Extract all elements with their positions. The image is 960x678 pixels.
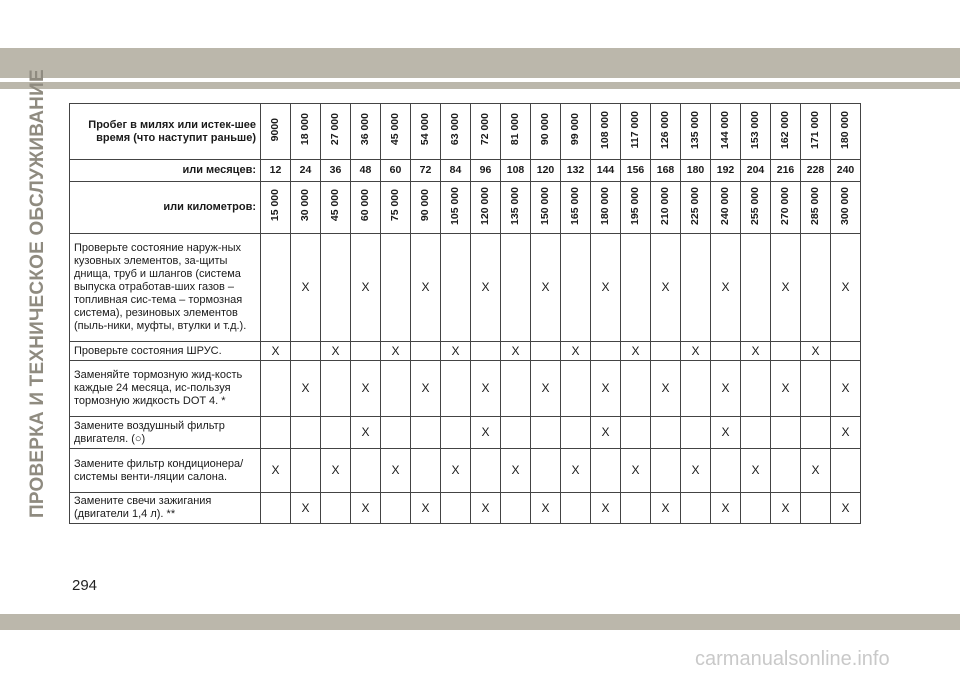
- months-interval-value: 240: [831, 160, 861, 182]
- service-mark-cell: X: [711, 234, 741, 342]
- service-mark-cell: X: [441, 342, 471, 361]
- km-interval-value: 90 000: [419, 189, 431, 222]
- service-mark-cell: X: [471, 361, 501, 417]
- km-interval-value: 75 000: [389, 189, 401, 222]
- service-mark-cell: X: [351, 361, 381, 417]
- km-interval-value: 15 000: [269, 189, 281, 222]
- service-mark-cell: [261, 493, 291, 524]
- service-mark-cell: X: [411, 493, 441, 524]
- header-km-label: или километров:: [70, 182, 261, 234]
- service-mark-cell: [741, 234, 771, 342]
- service-mark-cell: [591, 342, 621, 361]
- service-mark-cell: [681, 493, 711, 524]
- service-mark-cell: X: [321, 449, 351, 493]
- header-row-km: [70, 182, 861, 234]
- service-mark-cell: [771, 449, 801, 493]
- service-mark-cell: [561, 417, 591, 449]
- km-interval-value: 135 000: [509, 186, 521, 225]
- miles-interval-value: 144 000: [719, 110, 731, 149]
- service-mark-cell: X: [531, 493, 561, 524]
- months-interval-value: 204: [741, 160, 771, 182]
- service-mark-cell: [621, 493, 651, 524]
- service-mark-cell: [561, 493, 591, 524]
- miles-interval-value: 108 000: [599, 110, 611, 149]
- km-interval-cell: [771, 182, 801, 234]
- km-interval-cell: [321, 182, 351, 234]
- km-interval-cell: [711, 182, 741, 234]
- months-interval-value: 168: [651, 160, 681, 182]
- service-mark-cell: X: [531, 361, 561, 417]
- service-mark-cell: [501, 493, 531, 524]
- months-interval-value: 132: [561, 160, 591, 182]
- service-mark-cell: X: [801, 449, 831, 493]
- km-interval-cell: [561, 182, 591, 234]
- header-row-miles: [70, 104, 861, 160]
- service-mark-cell: [351, 449, 381, 493]
- header-row-months: [70, 160, 861, 182]
- miles-interval-cell: [681, 104, 711, 160]
- service-mark-cell: [381, 493, 411, 524]
- km-interval-value: 165 000: [569, 186, 581, 225]
- service-mark-cell: X: [531, 234, 561, 342]
- miles-interval-value: 54 000: [419, 113, 431, 146]
- service-mark-cell: [411, 417, 441, 449]
- km-interval-cell: [801, 182, 831, 234]
- km-interval-cell: [681, 182, 711, 234]
- bottom-decor-band: [0, 614, 960, 630]
- km-interval-cell: [291, 182, 321, 234]
- miles-interval-value: 63 000: [449, 113, 461, 146]
- service-mark-cell: X: [741, 342, 771, 361]
- header-miles-label: Пробег в милях или истек-шее время (что наступит раньше): [70, 104, 261, 160]
- service-mark-cell: [801, 234, 831, 342]
- km-interval-cell: [261, 182, 291, 234]
- km-interval-cell: [441, 182, 471, 234]
- service-mark-cell: X: [261, 342, 291, 361]
- miles-interval-value: 9000: [269, 117, 281, 142]
- service-mark-cell: [801, 417, 831, 449]
- km-interval-cell: [411, 182, 441, 234]
- service-mark-cell: X: [681, 449, 711, 493]
- service-mark-cell: X: [501, 449, 531, 493]
- service-mark-cell: [501, 417, 531, 449]
- km-interval-value: 180 000: [599, 186, 611, 225]
- service-mark-cell: [351, 342, 381, 361]
- service-mark-cell: X: [471, 493, 501, 524]
- service-mark-cell: X: [681, 342, 711, 361]
- service-item-label: Замените фильтр кондиционера/системы венти-ляции салона.: [70, 449, 261, 493]
- schedule-row: [70, 234, 861, 342]
- service-mark-cell: [621, 417, 651, 449]
- km-interval-value: 255 000: [749, 186, 761, 225]
- service-mark-cell: [741, 417, 771, 449]
- months-interval-value: 144: [591, 160, 621, 182]
- service-mark-cell: X: [561, 342, 591, 361]
- watermark-logo-text: carmanualsonline.info: [695, 648, 890, 670]
- service-mark-cell: X: [351, 234, 381, 342]
- service-mark-cell: [831, 342, 861, 361]
- service-mark-cell: [591, 449, 621, 493]
- miles-interval-value: 36 000: [359, 113, 371, 146]
- km-interval-value: 300 000: [839, 186, 851, 225]
- service-item-label: Проверьте состояние наруж-ных кузовных элементов, за-щиты днища, труб и шлангов (система выпуска отработав-ших газов – топливная сис-тема – тормозная система), резиновых элементов (пыль-ники, муфты, втулки и т.д.).: [70, 234, 261, 342]
- schedule-row: [70, 417, 861, 449]
- service-mark-cell: X: [471, 417, 501, 449]
- miles-interval-cell: [651, 104, 681, 160]
- months-interval-value: 228: [801, 160, 831, 182]
- service-mark-cell: [321, 361, 351, 417]
- service-mark-cell: [711, 449, 741, 493]
- service-mark-cell: X: [351, 493, 381, 524]
- miles-interval-value: 162 000: [779, 110, 791, 149]
- service-mark-cell: X: [591, 493, 621, 524]
- miles-interval-value: 27 000: [329, 113, 341, 146]
- km-interval-cell: [621, 182, 651, 234]
- km-interval-value: 150 000: [539, 186, 551, 225]
- service-mark-cell: X: [291, 361, 321, 417]
- service-mark-cell: X: [351, 417, 381, 449]
- service-mark-cell: X: [471, 234, 501, 342]
- miles-interval-cell: [801, 104, 831, 160]
- months-interval-value: 12: [261, 160, 291, 182]
- service-mark-cell: X: [501, 342, 531, 361]
- service-mark-cell: [531, 342, 561, 361]
- service-item-label: Замените свечи зажигания (двигатели 1,4 л). **: [70, 493, 261, 524]
- service-mark-cell: X: [711, 493, 741, 524]
- miles-interval-cell: [351, 104, 381, 160]
- service-mark-cell: [681, 417, 711, 449]
- miles-interval-cell: [261, 104, 291, 160]
- service-mark-cell: X: [441, 449, 471, 493]
- service-mark-cell: [711, 342, 741, 361]
- miles-interval-cell: [471, 104, 501, 160]
- months-interval-value: 48: [351, 160, 381, 182]
- km-interval-cell: [591, 182, 621, 234]
- months-interval-value: 180: [681, 160, 711, 182]
- service-mark-cell: X: [381, 342, 411, 361]
- service-mark-cell: [531, 417, 561, 449]
- service-mark-cell: [501, 361, 531, 417]
- service-mark-cell: X: [741, 449, 771, 493]
- service-mark-cell: [441, 361, 471, 417]
- km-interval-value: 60 000: [359, 189, 371, 222]
- service-mark-cell: [771, 342, 801, 361]
- service-mark-cell: [291, 342, 321, 361]
- schedule-row: [70, 449, 861, 493]
- service-mark-cell: [471, 449, 501, 493]
- service-mark-cell: X: [321, 342, 351, 361]
- service-mark-cell: [531, 449, 561, 493]
- service-mark-cell: [321, 493, 351, 524]
- service-mark-cell: [771, 417, 801, 449]
- schedule-row: [70, 342, 861, 361]
- maintenance-schedule-table: [69, 103, 861, 524]
- months-interval-value: 84: [441, 160, 471, 182]
- service-mark-cell: X: [831, 234, 861, 342]
- service-mark-cell: X: [711, 417, 741, 449]
- service-mark-cell: [651, 342, 681, 361]
- service-mark-cell: [261, 361, 291, 417]
- service-mark-cell: [681, 234, 711, 342]
- service-mark-cell: [651, 417, 681, 449]
- service-mark-cell: [441, 417, 471, 449]
- service-mark-cell: X: [831, 361, 861, 417]
- months-interval-value: 156: [621, 160, 651, 182]
- service-mark-cell: [561, 234, 591, 342]
- service-mark-cell: [381, 234, 411, 342]
- service-mark-cell: X: [621, 342, 651, 361]
- service-mark-cell: [681, 361, 711, 417]
- service-mark-cell: [441, 234, 471, 342]
- miles-interval-value: 72 000: [479, 113, 491, 146]
- service-mark-cell: [411, 342, 441, 361]
- service-mark-cell: X: [711, 361, 741, 417]
- service-mark-cell: X: [831, 417, 861, 449]
- service-mark-cell: [621, 361, 651, 417]
- km-interval-value: 105 000: [449, 186, 461, 225]
- service-mark-cell: X: [771, 361, 801, 417]
- service-mark-cell: X: [621, 449, 651, 493]
- service-mark-cell: X: [771, 234, 801, 342]
- service-mark-cell: X: [411, 234, 441, 342]
- service-mark-cell: X: [291, 493, 321, 524]
- months-interval-value: 96: [471, 160, 501, 182]
- service-mark-cell: [411, 449, 441, 493]
- service-mark-cell: [291, 449, 321, 493]
- header-months-label: или месяцев:: [70, 160, 261, 182]
- km-interval-value: 225 000: [689, 186, 701, 225]
- miles-interval-cell: [621, 104, 651, 160]
- km-interval-value: 30 000: [299, 189, 311, 222]
- km-interval-value: 210 000: [659, 186, 671, 225]
- service-mark-cell: [261, 234, 291, 342]
- service-mark-cell: [471, 342, 501, 361]
- miles-interval-value: 18 000: [299, 113, 311, 146]
- page-number: 294: [72, 577, 98, 594]
- months-interval-value: 120: [531, 160, 561, 182]
- miles-interval-cell: [831, 104, 861, 160]
- km-interval-value: 195 000: [629, 186, 641, 225]
- miles-interval-value: 153 000: [749, 110, 761, 149]
- miles-interval-value: 45 000: [389, 113, 401, 146]
- service-mark-cell: X: [591, 417, 621, 449]
- service-mark-cell: X: [651, 361, 681, 417]
- service-mark-cell: X: [591, 234, 621, 342]
- service-mark-cell: X: [831, 493, 861, 524]
- km-interval-cell: [831, 182, 861, 234]
- miles-interval-cell: [771, 104, 801, 160]
- miles-interval-cell: [381, 104, 411, 160]
- service-item-label: Проверьте состояния ШРУС.: [70, 342, 261, 361]
- months-interval-value: 72: [411, 160, 441, 182]
- miles-interval-cell: [741, 104, 771, 160]
- service-mark-cell: [321, 234, 351, 342]
- miles-interval-cell: [321, 104, 351, 160]
- months-interval-value: 108: [501, 160, 531, 182]
- service-mark-cell: [621, 234, 651, 342]
- miles-interval-value: 99 000: [569, 113, 581, 146]
- miles-interval-value: 171 000: [809, 110, 821, 149]
- km-interval-value: 285 000: [809, 186, 821, 225]
- service-mark-cell: X: [651, 234, 681, 342]
- miles-interval-cell: [441, 104, 471, 160]
- service-mark-cell: [801, 361, 831, 417]
- km-interval-cell: [651, 182, 681, 234]
- miles-interval-cell: [291, 104, 321, 160]
- service-mark-cell: [561, 361, 591, 417]
- service-mark-cell: [831, 449, 861, 493]
- service-mark-cell: X: [591, 361, 621, 417]
- km-interval-value: 270 000: [779, 186, 791, 225]
- km-interval-cell: [741, 182, 771, 234]
- km-interval-cell: [471, 182, 501, 234]
- service-mark-cell: [801, 493, 831, 524]
- miles-interval-value: 126 000: [659, 110, 671, 149]
- top-decor-band: [0, 48, 960, 78]
- service-mark-cell: [501, 234, 531, 342]
- schedule-row: [70, 361, 861, 417]
- miles-interval-cell: [711, 104, 741, 160]
- months-interval-value: 36: [321, 160, 351, 182]
- km-interval-value: 120 000: [479, 186, 491, 225]
- service-item-label: Заменяйте тормозную жид-кость каждые 24 месяца, ис-пользуя тормозную жидкость DOT 4. *: [70, 361, 261, 417]
- km-interval-value: 240 000: [719, 186, 731, 225]
- service-mark-cell: X: [291, 234, 321, 342]
- miles-interval-cell: [531, 104, 561, 160]
- service-mark-cell: [381, 361, 411, 417]
- top-decor-stripe: [0, 82, 960, 89]
- km-interval-value: 45 000: [329, 189, 341, 222]
- service-mark-cell: X: [561, 449, 591, 493]
- service-mark-cell: [441, 493, 471, 524]
- miles-interval-cell: [591, 104, 621, 160]
- schedule-row: [70, 493, 861, 524]
- months-interval-value: 24: [291, 160, 321, 182]
- miles-interval-cell: [561, 104, 591, 160]
- service-mark-cell: [651, 449, 681, 493]
- section-side-title: ПРОВЕРКА И ТЕХНИЧЕСКОЕ ОБСЛУЖИВАНИЕ: [27, 69, 48, 518]
- service-mark-cell: X: [801, 342, 831, 361]
- service-mark-cell: X: [411, 361, 441, 417]
- service-mark-cell: [741, 361, 771, 417]
- service-mark-cell: [291, 417, 321, 449]
- service-item-label: Замените воздушный фильтр двигателя. (○): [70, 417, 261, 449]
- miles-interval-value: 135 000: [689, 110, 701, 149]
- km-interval-cell: [501, 182, 531, 234]
- service-mark-cell: X: [651, 493, 681, 524]
- miles-interval-cell: [411, 104, 441, 160]
- months-interval-value: 216: [771, 160, 801, 182]
- service-mark-cell: [261, 417, 291, 449]
- km-interval-cell: [351, 182, 381, 234]
- miles-interval-value: 90 000: [539, 113, 551, 146]
- service-mark-cell: [381, 417, 411, 449]
- miles-interval-value: 180 000: [839, 110, 851, 149]
- service-mark-cell: X: [771, 493, 801, 524]
- service-mark-cell: [321, 417, 351, 449]
- months-interval-value: 192: [711, 160, 741, 182]
- miles-interval-value: 81 000: [509, 113, 521, 146]
- km-interval-cell: [381, 182, 411, 234]
- months-interval-value: 60: [381, 160, 411, 182]
- miles-interval-value: 117 000: [629, 110, 641, 149]
- service-mark-cell: X: [261, 449, 291, 493]
- km-interval-cell: [531, 182, 561, 234]
- service-mark-cell: X: [381, 449, 411, 493]
- miles-interval-cell: [501, 104, 531, 160]
- service-mark-cell: [741, 493, 771, 524]
